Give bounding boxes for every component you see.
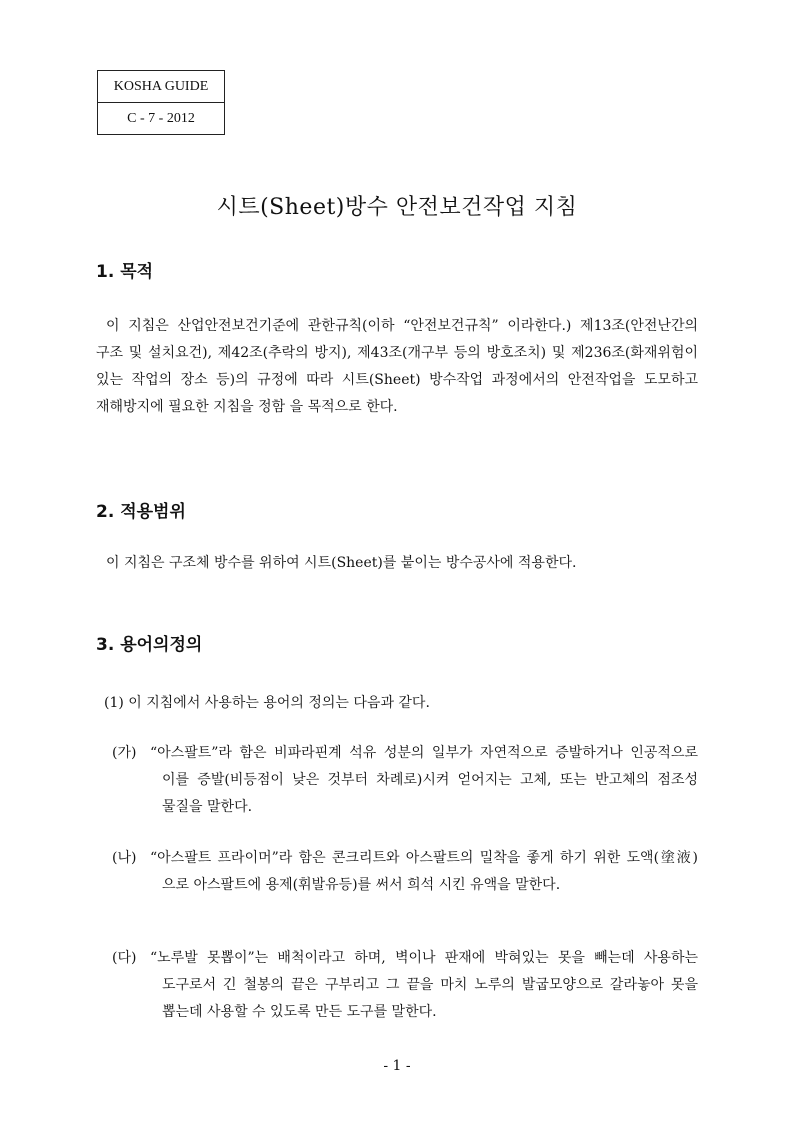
definition-asphalt xyxy=(112,740,698,821)
subitem-marker: (가) xyxy=(112,745,137,761)
subitem-marker: (나) xyxy=(112,850,137,866)
definition-nail-puller xyxy=(112,945,698,1026)
subitem-text: “노루발 못뽑이”는 배척이라고 하며, 벽이나 판재에 박혀있는 못을 빼는데 사용하는 도구로서 긴 철봉의 끝은 구부리고 그 끝을 마치 노루의 발굽모양으로 갈라놓아 못을 뽑는데 사용할 수 있도록 만든 도구를 말한다. xyxy=(150,950,698,1020)
section-heading-purpose: 1. 목적 xyxy=(96,262,154,282)
definition-asphalt-primer xyxy=(112,845,698,899)
guide-code: C - 7 - 2012 xyxy=(98,102,224,134)
document-title: 시트(Sheet)방수 안전보건작업 지침 xyxy=(216,195,578,220)
guide-code-box xyxy=(97,70,225,135)
section-heading-scope: 2. 적용범위 xyxy=(96,502,186,522)
section-heading-definitions: 3. 용어의정의 xyxy=(96,635,203,655)
subitem-marker: (다) xyxy=(112,950,137,966)
page-number: - 1 - xyxy=(383,1058,411,1074)
subitem-text: “아스팔트”라 함은 비파라핀계 석유 성분의 일부가 자연적으로 증발하거나 인공적으로 이를 증발(비등점이 낮은 것부터 차례로)시켜 얻어지는 고체, 또는 반고체의 점조성 물질을 말한다. xyxy=(150,745,698,815)
subitem-text: “아스팔트 프라이머”라 함은 콘크리트와 아스팔트의 밀착을 좋게 하기 위한 도액(塗液) 으로 아스팔트에 용제(휘발유등)를 써서 희석 시킨 유액을 말한다. xyxy=(150,850,698,893)
guide-label: KOSHA GUIDE xyxy=(113,79,209,94)
section-text-scope: 이 지침은 구조체 방수를 위하여 시트(Sheet)를 붙이는 방수공사에 적용한다. xyxy=(106,555,577,571)
section-text-purpose: 이 지침은 산업안전보건기준에 관한규칙(이하 “안전보건규칙” 이라한다.) 제13조(안전난간의 구조 및 설치요건), 제42조(추락의 방지), 제43조(개구부 등의 방호조치) 및 제236조(화재위험이 있는 작업의 장소 등)의 규정에 따라 시트(Sheet) 방수작업 과정에서의 안전작업을 도모하고 재해방지에 필요한 지침을 정함 을 목적으로 한다. xyxy=(96,318,698,415)
definitions-item-1: (1) 이 지침에서 사용하는 용어의 정의는 다음과 같다. xyxy=(104,695,430,711)
